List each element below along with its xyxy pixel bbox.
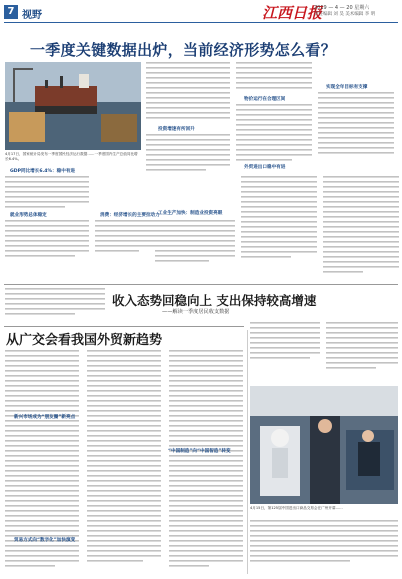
bottom-photo xyxy=(250,386,398,504)
section-number-badge: 7 xyxy=(4,5,18,19)
middle-article-subtitle: ——解读一季度居民收支数据 xyxy=(162,309,230,315)
middle-right-lines xyxy=(250,322,398,382)
masthead-logo: 江西日报 xyxy=(262,4,323,22)
lead-subhead-3: 消费：经济增长的主要拉动力 xyxy=(100,213,160,218)
middle-left-lines xyxy=(5,288,105,320)
lead-photo-caption: 4月17日，国家统计局发布一季度国民经济运行数据……一季度国内生产总值同比增长6.4%。 xyxy=(5,152,138,161)
lead-subhead-7: 外贸进出口稳中有进 xyxy=(244,165,286,170)
column-divider xyxy=(247,330,248,574)
middle-section-divider xyxy=(4,284,398,285)
issue-date: 2019 — 4 — 20 星期六 xyxy=(314,5,370,11)
harbor-photo-illustration xyxy=(5,62,141,150)
middle-right-text xyxy=(250,322,398,382)
trade-fair-photo-illustration xyxy=(250,386,398,504)
lead-right-columns xyxy=(146,62,396,174)
bottom-section-divider xyxy=(4,326,244,327)
bottom-article-title: 从广交会看我国外贸新趋势 xyxy=(6,333,163,348)
lead-subhead-2: 就业形势总体稳定 xyxy=(10,213,47,218)
middle-left-text xyxy=(5,288,105,320)
lead-body-lines xyxy=(5,176,399,280)
header-rule xyxy=(4,22,398,23)
bottom-right-text xyxy=(250,520,398,570)
bottom-subhead-3: 贸易方式向“数字化”加快演变 xyxy=(14,538,76,543)
lead-subhead-8: 实现全年目标有支撑 xyxy=(326,85,368,90)
lead-subhead-4: 投资增速有所回升 xyxy=(158,127,195,132)
lead-headline: 一季度关键数据出炉，当前经济形势怎么看？ xyxy=(30,41,337,59)
lead-subhead-5: 工业生产加快：制造业投资亮眼 xyxy=(158,211,223,216)
bottom-subhead-1: 新兴市场成为“朋友圈”新亮点 xyxy=(14,415,76,420)
lead-subhead-6: 物价运行在合理区间 xyxy=(244,97,286,102)
page-header xyxy=(0,0,402,22)
lead-photo xyxy=(5,62,141,150)
lead-subhead-1: GDP同比增长6.4%：稳中有进 xyxy=(10,169,76,174)
editor-credits: 责任编辑 刘 昊 美术编辑 李 明 xyxy=(314,12,376,17)
bottom-subhead-2: “中国制造”向“中国智造”转变 xyxy=(168,449,231,454)
bottom-photo-caption: 4月15日，第125届中国进出口商品交易会在广州开幕…… xyxy=(250,506,343,510)
lead-right-lines xyxy=(146,62,396,174)
lead-body-text xyxy=(5,176,399,280)
section-label: 视野 xyxy=(22,10,42,21)
bottom-right-lines xyxy=(250,520,398,570)
middle-article-title: 收入态势回稳向上 支出保持较高增速 xyxy=(112,293,317,308)
